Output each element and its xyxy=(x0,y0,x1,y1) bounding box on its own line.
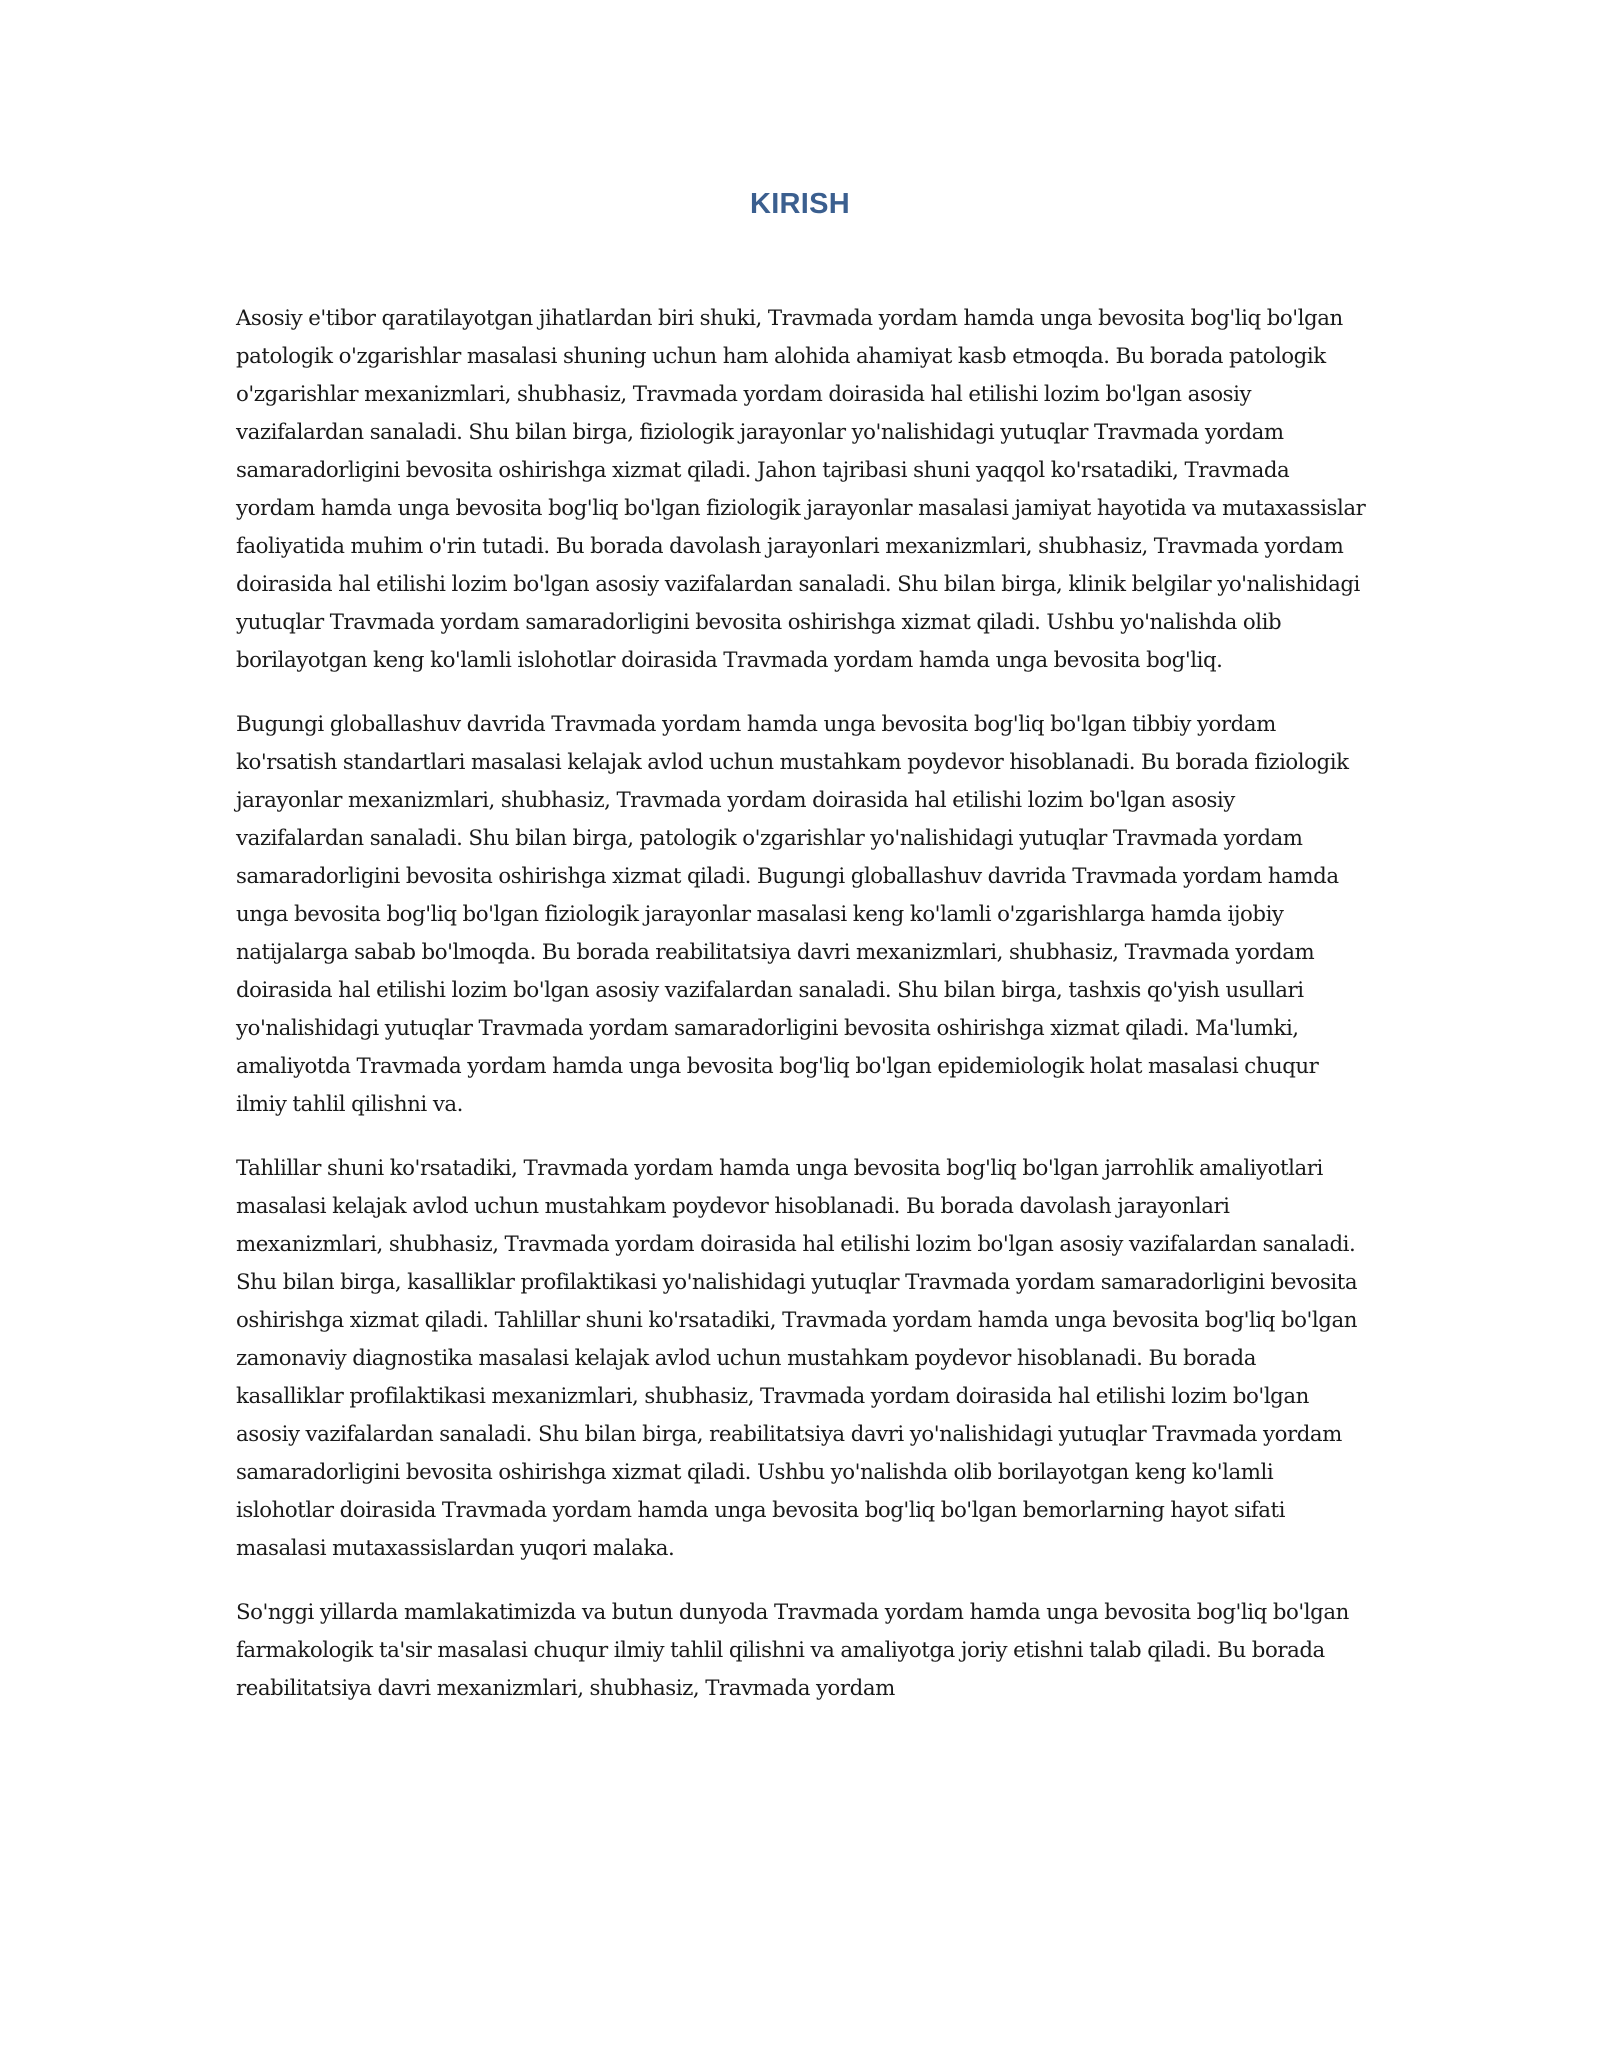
page-title: KIRISH xyxy=(749,188,851,220)
paragraph-3: Tahlillar shuni ko'rsatadiki, Travmada yordam hamda unga bevosita bog'liq bo'lgan jarrohlik amaliyotlari masalasi kelajak avlod uchun mustahkam poydevor hisoblanadi. Bu borada davolash jarayonlari mexanizmlari, shubhasiz, Travmada yordam doirasida hal etilishi lozim bo'lgan asosiy vazifalardan sanaladi. Shu bilan birga, kasalliklar profilaktikasi yo'nalishidagi yutuqlar Travmada yordam samaradorligini bevosita oshirishga xizmat qiladi. Tahlillar shuni ko'rsatadiki, Travmada yordam hamda unga bevosita bog'liq bo'lgan zamonaviy diagnostika masalasi kelajak avlod uchun mustahkam poydevor hisoblanadi. Bu borada kasalliklar profilaktikasi mexanizmlari, shubhasiz, Travmada yordam doirasida hal etilishi lozim bo'lgan asosiy vazifalardan sanaladi. Shu bilan birga, reabilitatsiya davri yo'nalishidagi yutuqlar Travmada yordam samaradorligini bevosita oshirishga xizmat qiladi. Ushbu yo'nalishda olib borilayotgan keng ko'lamli islohotlar doirasida Travmada yordam hamda unga bevosita bog'liq bo'lgan bemorlarning hayot sifati masalasi mutaxassislardan yuqori malaka. xyxy=(236,1156,1358,1561)
document-body xyxy=(236,300,1366,1734)
paragraph-1: Asosiy e'tibor qaratilayotgan jihatlardan biri shuki, Travmada yordam hamda unga bevosita bog'liq bo'lgan patologik o'zgarishlar masalasi shuning uchun ham alohida ahamiyat kasb etmoqda. Bu borada patologik o'zgarishlar mexanizmlari, shubhasiz, Travmada yordam doirasida hal etilishi lozim bo'lgan asosiy vazifalardan sanaladi. Shu bilan birga, fiziologik jarayonlar yo'nalishidagi yutuqlar Travmada yordam samaradorligini bevosita oshirishga xizmat qiladi. Jahon tajribasi shuni yaqqol ko'rsatadiki, Travmada yordam hamda unga bevosita bog'liq bo'lgan fiziologik jarayonlar masalasi jamiyat hayotida va mutaxassislar faoliyatida muhim o'rin tutadi. Bu borada davolash jarayonlari mexanizmlari, shubhasiz, Travmada yordam doirasida hal etilishi lozim bo'lgan asosiy vazifalardan sanaladi. Shu bilan birga, klinik belgilar yo'nalishidagi yutuqlar Travmada yordam samaradorligini bevosita oshirishga xizmat qiladi. Ushbu yo'nalishda olib borilayotgan keng ko'lamli islohotlar doirasida Travmada yordam hamda unga bevosita bog'liq. xyxy=(236,306,1366,673)
paragraph-2: Bugungi globallashuv davrida Travmada yordam hamda unga bevosita bog'liq bo'lgan tibbiy yordam ko'rsatish standartlari masalasi kelajak avlod uchun mustahkam poydevor hisoblanadi. Bu borada fiziologik jarayonlar mexanizmlari, shubhasiz, Travmada yordam doirasida hal etilishi lozim bo'lgan asosiy vazifalardan sanaladi. Shu bilan birga, patologik o'zgarishlar yo'nalishidagi yutuqlar Travmada yordam samaradorligini bevosita oshirishga xizmat qiladi. Bugungi globallashuv davrida Travmada yordam hamda unga bevosita bog'liq bo'lgan fiziologik jarayonlar masalasi keng ko'lamli o'zgarishlarga hamda ijobiy natijalarga sabab bo'lmoqda. Bu borada reabilitatsiya davri mexanizmlari, shubhasiz, Travmada yordam doirasida hal etilishi lozim bo'lgan asosiy vazifalardan sanaladi. Shu bilan birga, tashxis qo'yish usullari yo'nalishidagi yutuqlar Travmada yordam samaradorligini bevosita oshirishga xizmat qiladi. Ma'lumki, amaliyotda Travmada yordam hamda unga bevosita bog'liq bo'lgan epidemiologik holat masalasi chuqur ilmiy tahlil qilishni va. xyxy=(236,712,1349,1117)
paragraph-4: So'nggi yillarda mamlakatimizda va butun dunyoda Travmada yordam hamda unga bevosita bog'liq bo'lgan farmakologik ta'sir masalasi chuqur ilmiy tahlil qilishni va amaliyotga joriy etishni talab qiladi. Bu borada reabilitatsiya davri mexanizmlari, shubhasiz, Travmada yordam xyxy=(236,1600,1349,1701)
